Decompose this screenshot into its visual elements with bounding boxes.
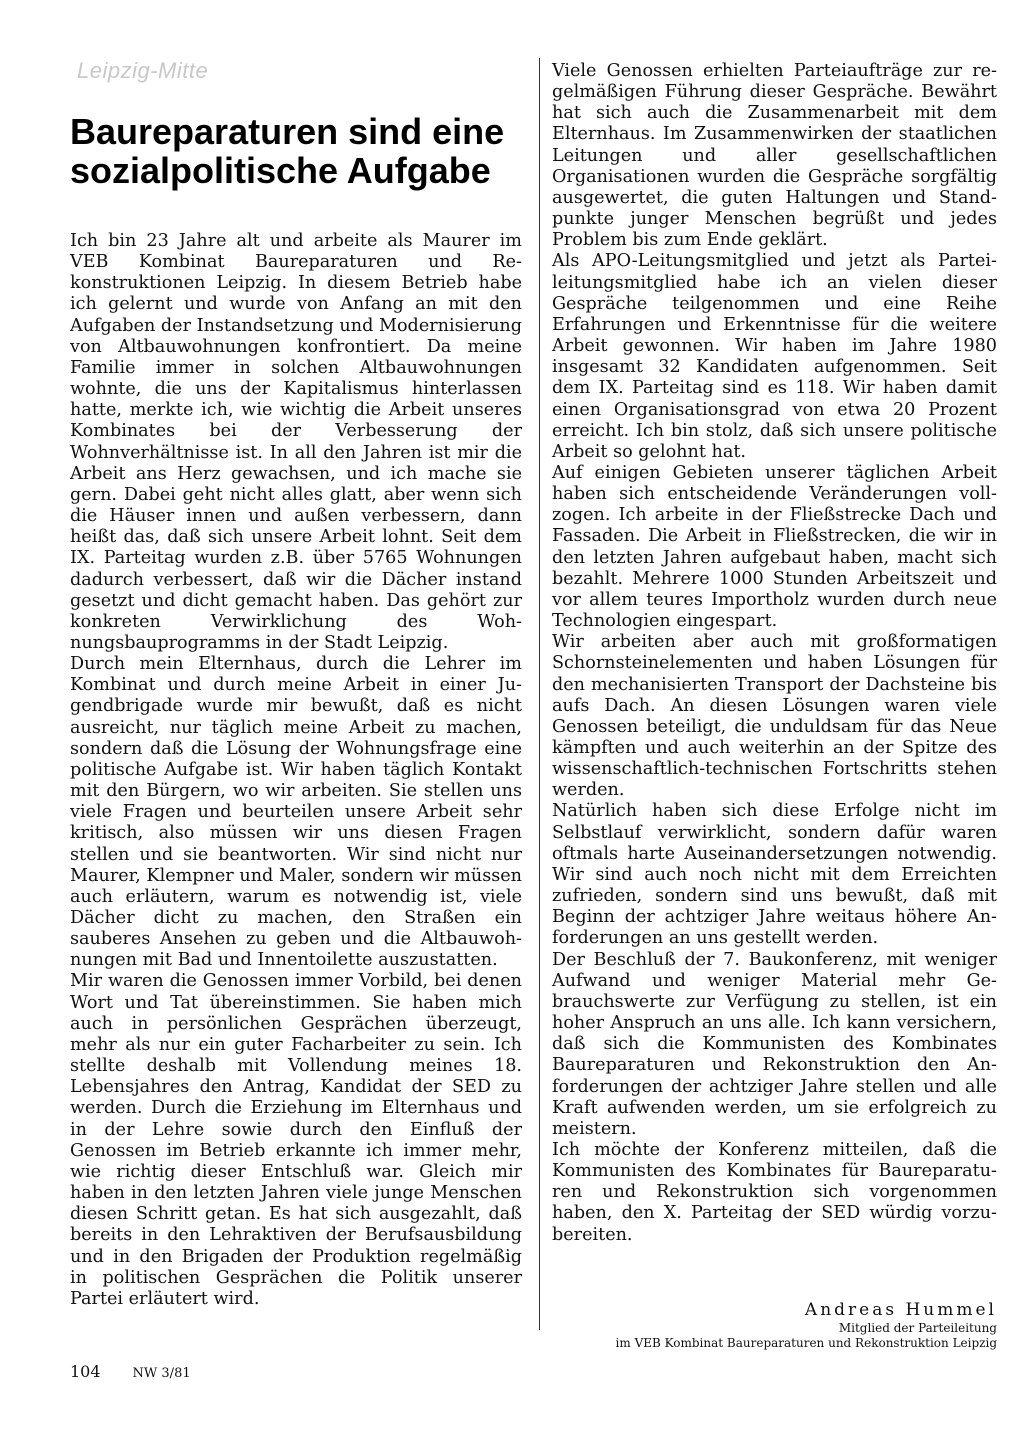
headline-line-2: sozialpolitische Aufgabe xyxy=(70,150,491,191)
paragraph: Viele Genossen erhielten Parteiaufträge zur regelmäßigen Führung dieser Gespräche. Bewährt hat sich auch die Zusammenarbeit mit dem Elternhaus. Im Zusammenwirken der staatlichen Leitungen und aller gesellschaftlichen Organisationen wurden die Gespräche sorgfältig ausgewertet, die guten Haltungen und Standpunkte junger Menschen begrüßt und jedes Problem bis zum Ende geklärt. xyxy=(552,61,997,251)
issue-label: NW 3/81 xyxy=(132,1366,191,1381)
paragraph: Natürlich haben sich diese Erfolge nicht im Selbstlauf verwirklicht, sondern dafür waren oftmals harte Auseinandersetzungen notwendig. Wir sind auch noch nicht mit dem Erreichten zufrieden, sondern sind uns bewußt, daß mit Beginn der achtziger Jahre weitaus höhere Anforderungen an uns gestellt werden. xyxy=(552,801,997,949)
paragraph: Mir waren die Genossen immer Vorbild, bei denen Wort und Tat übereinstimmen. Sie haben mich auch in persönlichen Gesprächen überzeugt, mehr als nur ein guter Facharbeiter zu sein. Ich stellte deshalb mit Vollendung meines 18. Lebensjahres den Antrag, Kandidat der SED zu werden. Durch die Erziehung im Elternhaus und in der Lehre sowie durch den Einfluß der Genossen im Betrieb erkannte ich immer mehr, wie richtig dieser Entschluß war. Gleich mir haben in den letzten Jahren viele junge Menschen diesen Schritt getan. Es hat sich ausgezahlt, daß bereits in den Lehraktiven der Berufsausbildung und in den Brigaden der Produktion regelmäßig in politischen Gesprächen die Politik unserer Partei erläutert wird. xyxy=(70,971,522,1309)
headline-line-1: Baureparaturen sind eine xyxy=(70,111,505,152)
right-column xyxy=(552,61,997,1246)
article-headline xyxy=(70,112,520,190)
paragraph: Ich möchte der Konferenz mitteilen, daß die Kommunisten des Kombinates für Baureparaturen und Rekonstruktion sich vorgenommen haben, den X. Parteitag der SED würdig vorzubereiten. xyxy=(552,1139,997,1245)
author-name: Andreas Hummel xyxy=(804,1300,997,1320)
author-role: Mitglied der Parteileitung xyxy=(838,1321,997,1335)
section-kicker: Leipzig-Mitte xyxy=(77,58,209,83)
paragraph: Ich bin 23 Jahre alt und arbeite als Maurer im VEB Kombinat Baureparaturen und Rekonstruktionen Leipzig. In diesem Betrieb habe ich gelernt und wurde von Anfang an mit den Aufgaben der Instandsetzung und Modernisierung von Altbauwohnungen konfrontiert. Da meine Familie immer in solchen Altbauwohnungen wohnte, die uns der Kapitalismus hinterlassen hatte, merkte ich, wie wichtig die Arbeit unseres Kombinates bei der Verbesserung der Wohnverhältnisse ist. In all den Jahren ist mir die Arbeit ans Herz gewachsen, und ich mache sie gern. Dabei geht nicht alles glatt, aber wenn sich die Häuser innen und außen verbessern, dann heißt das, daß sich unsere Arbeit lohnt. Seit dem IX. Parteitag wurden z.B. über 5765 Wohnungen dadurch verbessert, daß wir die Dächer instand gesetzt und dicht gemacht haben. Das gehört zur konkreten Verwirklichung des Wohnungsbauprogramms in der Stadt Leipzig. xyxy=(70,231,522,653)
page-footer xyxy=(70,1362,191,1381)
page-number: 104 xyxy=(70,1362,101,1381)
paragraph: Der Beschluß der 7. Baukonferenz, mit weniger Aufwand und weniger Material mehr Gebrauchswerte zur Verfügung zu stellen, ist ein hoher Anspruch an uns alle. Ich kann versichern, daß sich die Kommunisten des Kombinates Baureparaturen und Rekonstruktion den Anforderungen der achtziger Jahre stellen und alle Kraft aufwenden werden, um sie erfolgreich zu meistern. xyxy=(552,949,997,1139)
paragraph: Wir arbeiten aber auch mit großformatigen Schornsteinelementen und haben Lösungen für den mechanisierten Transport der Dachsteine bis aufs Dach. An diesen Lösungen waren viele Genossen beteiligt, die unduldsam für das Neue kämpften und auch weiterhin an der Spitze des wissenschaftlich-technischen Fortschritts stehen werden. xyxy=(552,632,997,801)
author-affiliation: im VEB Kombinat Baureparaturen und Rekonstruktion Leipzig xyxy=(615,1336,997,1350)
paragraph: Auf einigen Gebieten unserer täglichen Arbeit haben sich entscheidende Veränderungen vollzogen. Ich arbeite in der Fließstrecke Dach und Fassaden. Die Arbeit in Fließstrecken, die wir in den letzten Jahren aufgebaut haben, macht sich bezahlt. Mehrere 1000 Stunden Arbeitszeit und vor allem teures Importholz wurden durch neue Technologien eingespart. xyxy=(552,462,997,632)
paragraph: Durch mein Elternhaus, durch die Lehrer im Kombinat und durch meine Arbeit in einer Jugendbrigade wurde mir bewußt, daß es nicht ausreicht, nur täglich meine Arbeit zu machen, sondern daß die Lösung der Wohnungsfrage eine politische Aufgabe ist. Wir haben täglich Kontakt mit den Bürgern, wo wir arbeiten. Sie stellen uns viele Fragen und beurteilen unsere Arbeit sehr kritisch, also müssen wir uns diesen Fragen stellen und sie beantworten. Wir sind nicht nur Maurer, Klempner und Maler, sondern wir müssen auch erläutern, warum es notwendig ist, viele Dächer dicht zu machen, den Straßen ein sauberes Ansehen zu geben und die Altbauwohnungen mit Bad und Innentoilette auszustatten. xyxy=(70,654,522,971)
column-divider xyxy=(539,58,540,1330)
left-column xyxy=(70,231,522,1310)
paragraph: Als APO-Leitungsmitglied und jetzt als Parteileitungsmitglied habe ich an vielen dieser Gespräche teilgenommen und eine Reihe Erfahrungen und Erkenntnisse für die weitere Arbeit gewonnen. Wir haben im Jahre 1980 insgesamt 32 Kandidaten aufgenommen. Seit dem IX. Parteitag sind es 118. Wir haben damit einen Organisationsgrad von etwa 20 Prozent erreicht. Ich bin stolz, daß sich unsere politische Arbeit so gelohnt hat. xyxy=(552,251,997,462)
author-signature xyxy=(552,1300,997,1351)
